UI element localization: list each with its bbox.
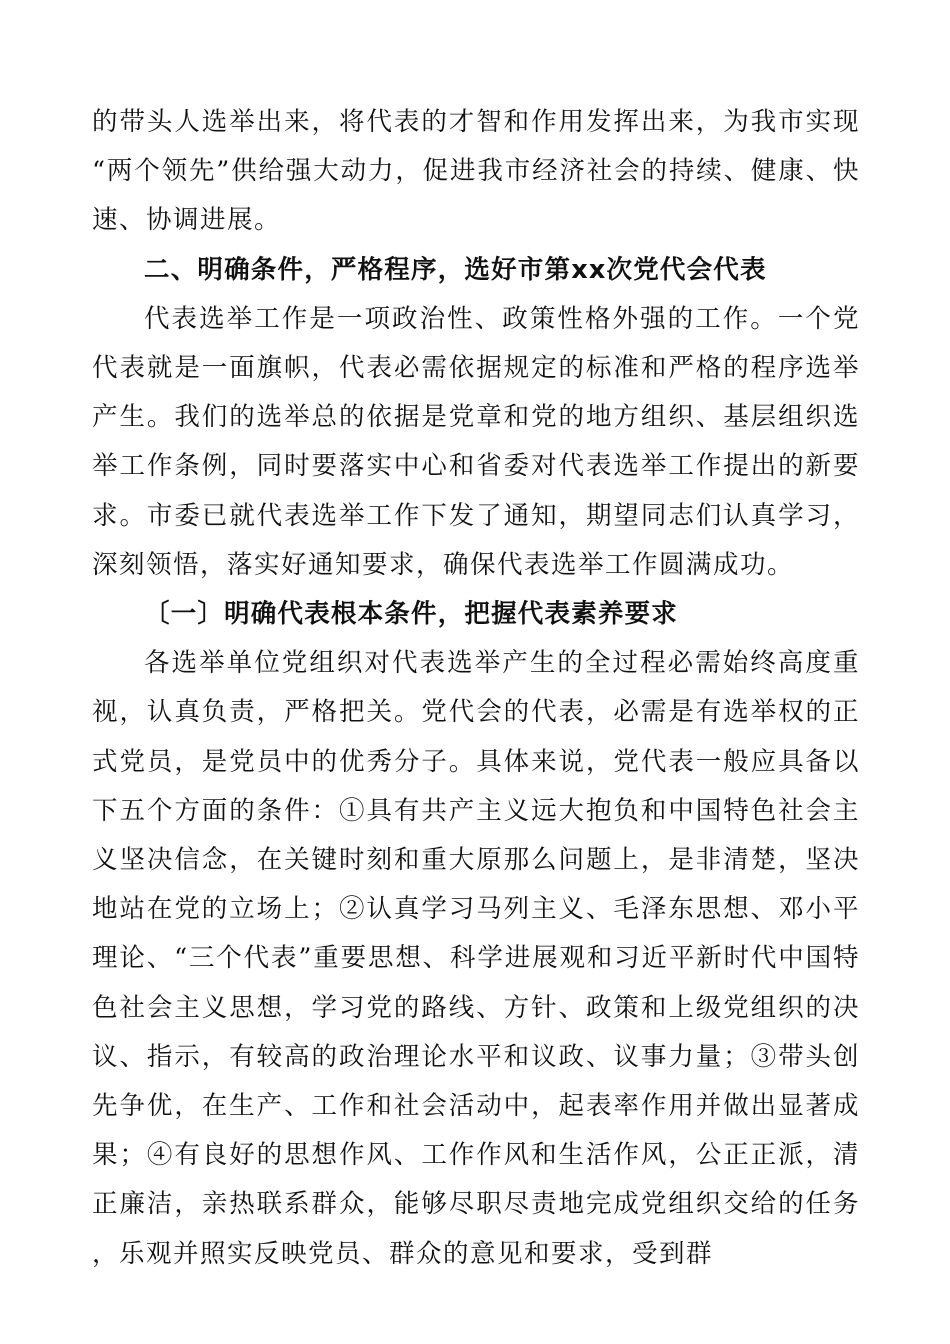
body-paragraph: 代表选举工作是一项政治性、政策性格外强的工作。一个党代表就是一面旗帜，代表必需依据规定的标准和严格的程序选举产生。我们的选举总的依据是党章和党的地方组织、基层组织选举工作条例，同时要落实中心和省委对代表选举工作提出的新要求。市委已就代表选举工作下发了通知，期望同志们认真学习，深刻领悟，落实好通知要求，确保代表选举工作圆满成功。 [92, 303, 860, 580]
section-heading: 二、明确条件，严格程序，选好市第xx次党代会代表 [144, 254, 767, 285]
body-paragraph-continued: 的带头人选举出来，将代表的才智和作用发挥出来，为我市实现“两个领先”供给强大动力，促进我市经济社会的持续、健康、快速、协调进展。 [92, 107, 860, 236]
body-paragraph: 各选举单位党组织对代表选举产生的全过程必需始终高度重视，认真负责，严格把关。党代会的代表，必需是有选举权的正式党员，是党员中的优秀分子。具体来说，党代表一般应具备以下五个方面的条件：①具有共产主义远大抱负和中国特色社会主义坚决信念，在关键时刻和重大原那么问题上，是非清楚，坚决地站在党的立场上；②认真学习马列主义、毛泽东思想、邓小平理论、“三个代表”重要思想、科学进展观和习近平新时代中国特色社会主义思想，学习党的路线、方针、政策和上级党组织的决议、指示，有较高的政治理论水平和议政、议事力量；③带头创先争优，在生产、工作和社会活动中，起表率作用并做出显著成果；④有良好的思想作风、工作作风和生活作风，公正正派，清正廉洁，亲热联系群众，能够尽职尽责地完成党组织交给的任务，乐观并照实反映党员、群众的意见和要求，受到群 [92, 648, 860, 1269]
document-page [92, 98, 860, 1279]
sub-heading: 〔一〕明确代表根本条件，把握代表素养要求 [144, 599, 679, 630]
